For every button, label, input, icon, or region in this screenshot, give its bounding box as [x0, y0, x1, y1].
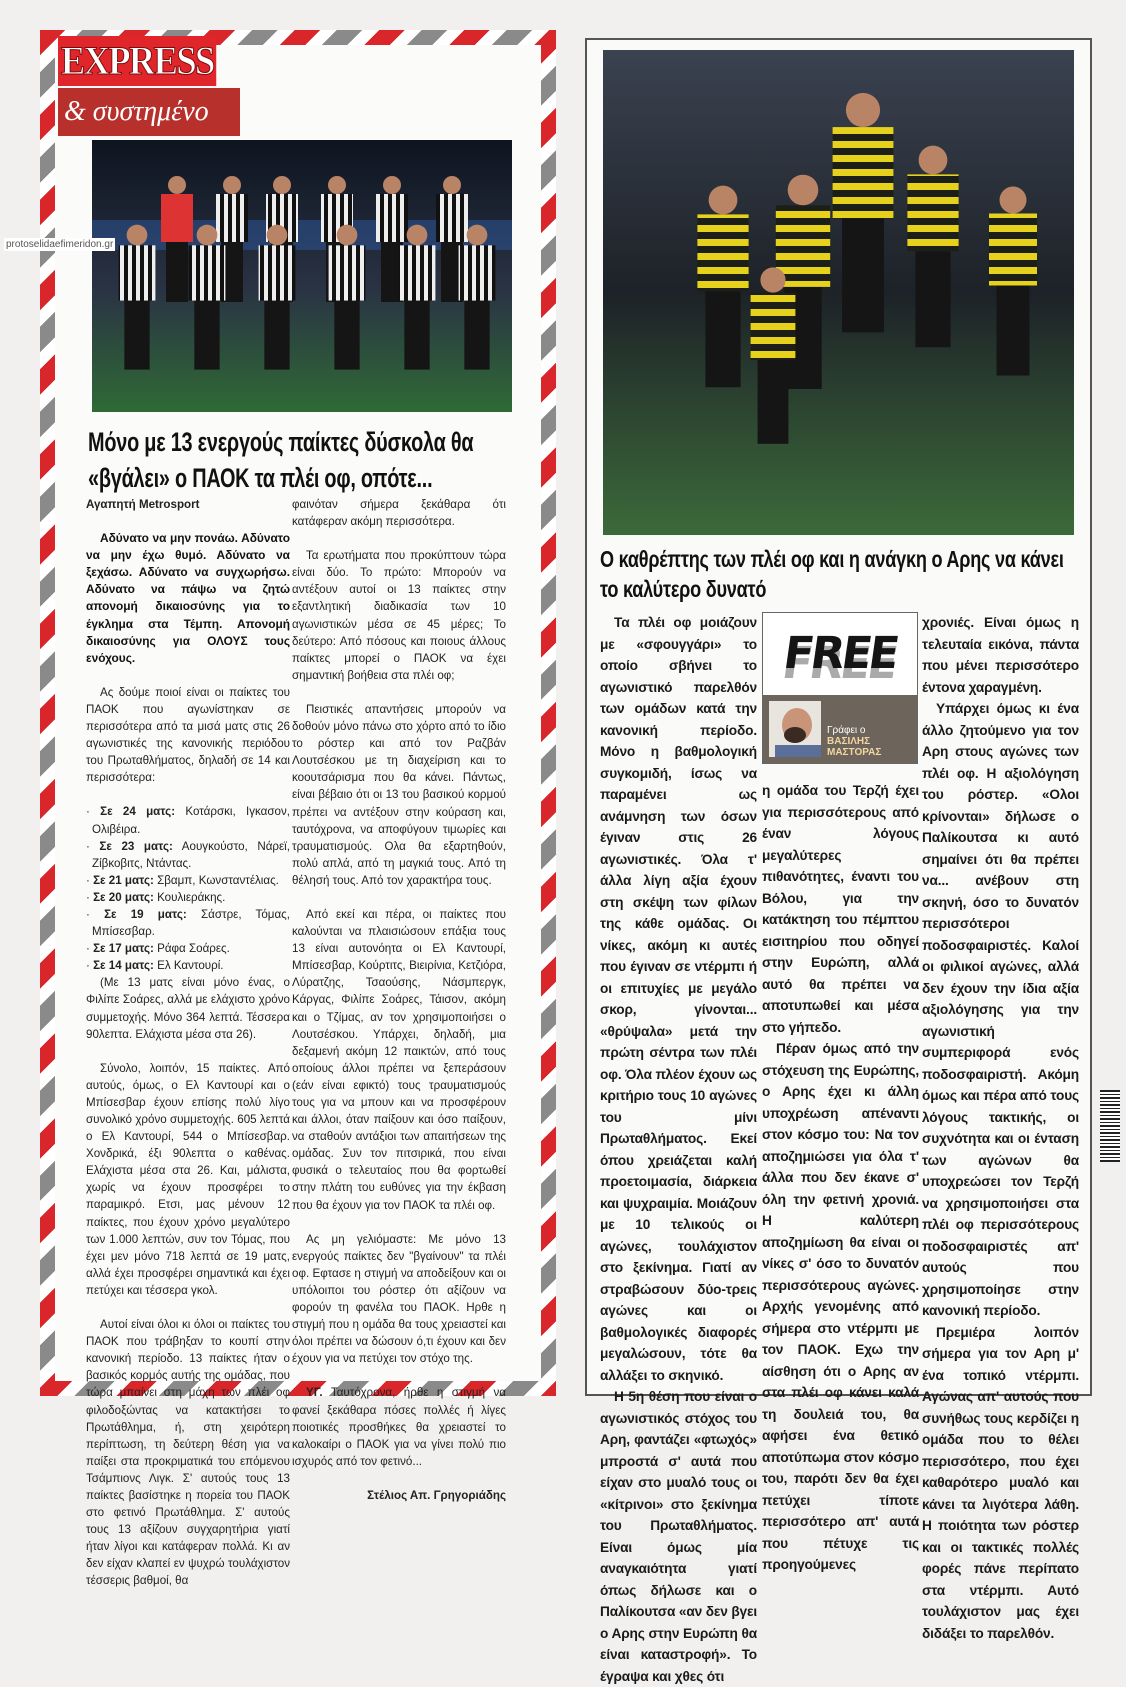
ps-text: Ταυτόχρονα, ήρθε η στιγμή να φανεί ξεκάθαρα πόσες πολλές ή λίγες ποιοτικές προσθήκες θα χρειαστεί το καλοκαίρι ο ΠΑΟΚ για να γίνει πολύ πιο ισχυρός από τον φετινό... — [292, 1386, 506, 1468]
intro-paragraph: Ας δούμε ποιοί είναι οι παίκτες του ΠΑΟΚ που αγωνίστηκαν σε περισσότερα από τα μισά ματς στις 26 αγωνιστικές της κανονικής περιόδου του Πρωταθλήματος, δηλαδή σε 14 και περισσότερα: — [86, 685, 290, 785]
ps-label: ΥΓ. — [306, 1386, 323, 1400]
body-paragraph: Πρεμιέρα λοιπόν σήμερα για τον Αρη μ' ένα τοπικό ντέρμπι. Αγώνας απ' αυτούς που συνήθως τους κερδίζει η ομάδα που το θέλει περισσότερο, που έχει καθαρότερο μυαλό και κάνει τα λιγότερα λάθη. Η ποιότητα των ρόστερ και οι τακτικές πολλές φορές πάνε περίπατο στα ντέρμπι. Αυτό τουλάχιστον μας έχει διδάξει το παρελθόν. — [922, 1324, 1079, 1641]
body-paragraph: Ας μη γελιόμαστε: Με μόνο 13 ενεργούς παίκτες δεν "βγαίνουν" τα πλέι οφ. Εφτασε η στιγμή να αποδείξουν και οι υπόλοιποι του ρόστερ ότι αξίζουν να φορούν τη φανέλα του ΠΑΟΚ. Ηρθε η στιγμή που η ομάδα θα τους χρειαστεί και όλοι πρέπει να δώσουν ό,τι έχουν και δεν έχουν για να πετύχει τον στόχο της. — [292, 1232, 506, 1366]
matches-label: Σε 24 ματς: — [100, 805, 176, 819]
player-names: Σάστρε, Τόμας, Μπίσεσβαρ. — [92, 907, 290, 939]
body-paragraph: φαινόταν σήμερα ξεκάθαρα ότι κατάφεραν ακόμη περισσότερα. — [292, 498, 506, 529]
aris-celebration-photo — [603, 50, 1074, 535]
players-list-item — [86, 906, 290, 940]
body-paragraph: χρονιές. Είναι όμως η τελευταία εικόνα, πάντα που μένει περισσότερο έντονα χαραγμένη. — [922, 615, 1079, 695]
body-paragraph: Από εκεί και πέρα, οι παίκτες που καλούνται να πλαισιώσουν επάξια τους 13 είναι αυτονόητα οι Ελ Καντουρί, Μπίσεσβαρ, Κούρτιτς, Βιειρίνια, Κετζιόρα, Λύρατζης, Τσαούσης, Νάσμπεργκ, Κάργας, Φιλίπε Σοάρες, Τάισον, ακόμη και ο Τζίμας, αν τον χρησιμοποιήσει ο Λουτσέσκου. Υπάρχει, δηλαδή, μια δεξαμενή ακόμη 12 παικτών, από τους οποίους άλλοι πρέπει να ξεπεράσουν (εάν είναι εφικτό) τους τραυματισμούς τους για να μπουν και να προσφέρουν και άλλοι, όταν παίξουν και όσο παίξουν, να σταθούν αντάξιοι των απαιτήσεων της ομάδας. Συν τον πιτσιρικά, που είναι φυσικά ο τελευταίος που θα φορτωθεί στην πλάτη του ευθύνες για την έκβαση που θα έχουν για τον ΠΑΟΚ τα πλέι οφ. — [292, 907, 506, 1212]
matches-label: Σε 21 ματς: — [93, 873, 154, 887]
author-signature: Στέλιος Απ. Γρηγοριάδης — [367, 1488, 506, 1502]
body-paragraph: η ομάδα του Τερζή έχει για περισσότερους από έναν λόγους μεγαλύτερες πιθανότητες, έναντι του Βόλου, για την κατάκτηση του πέμπτου εισιτηρίου που οδηγεί στην Ευρώπη, αλλά αυτό θα πρέπει να αποτυπωθεί και μέσα στο γήπεδο. — [762, 783, 919, 1035]
body-paragraph: Η 5η θέση που είναι ο αγωνιστικός στόχος του Αρη, φαντάζει «φτωχός» μπροστά σ' αυτά που είχαν στο μυαλό τους οι «κίτρινοι» στο ξεκίνημα του Πρωταθλήματος. Είναι όμως μία αναγκαιότητα γιατί όπως δήλωσε και ο Παλίκουτσα «αν δεν βγει ο Αρης στην Ευρώπη θα είναι καταστροφή». Το έγραψα και χθες ότι — [600, 1389, 757, 1684]
player-names: Ράφα Σοάρες. — [157, 942, 230, 956]
matches-label: Σε 17 ματς: — [93, 942, 154, 956]
player-names: Κοτάρσκι, Ιγκασον, Ολιβέιρα. — [92, 805, 290, 836]
section-logo-subtitle: & συστημένο — [58, 88, 240, 136]
matches-label: Σε 19 ματς: — [104, 907, 187, 921]
players-list-item — [86, 803, 290, 837]
left-headline: Μόνο με 13 ενεργούς παίκτες δύσκολα θα «βγάλει» ο ΠΑΟΚ τα πλέι οφ, οπότε... — [88, 427, 474, 493]
paok-team-photo — [92, 140, 512, 412]
author-last-name: ΜΑΣΤΟΡΑΣ — [827, 747, 882, 758]
right-column-3 — [922, 612, 1079, 1644]
author-first-name: ΒΑΣΙΛΗΣ — [827, 736, 871, 747]
body-paragraph: Πειστικές απαντήσεις μπορούν να δοθούν μόνο πάνω στο χόρτο από το ίδιο το ρόστερ και από τον Ραζβάν Λουτσέσκου με τη διαχείριση και το κοουτσάρισμα που θα κάνει. Πάντως, είναι βέβαιο ότι οι 13 του βασικού κορμού πρέπει να αντέξουν στην κούραση και, ταυτόχρονα, να αποφύγουν τιμωρίες και τραυματισμούς. Ολα θα εξαρτηθούν, πολύ απλά, από τη μαγκιά τους. Από τη θέλησή τους. Από τον χαρακτήρα τους. — [292, 702, 506, 887]
postscript — [292, 1384, 506, 1469]
players-list-item — [86, 838, 290, 872]
free-column-logo: FREE — [780, 628, 900, 679]
players-list-item — [86, 872, 290, 889]
right-headline: Ο καθρέπτης των πλέι οφ και η ανάγκη ο Αρης να κάνει το καλύτερο δυνατό — [600, 546, 1064, 602]
players-list — [86, 803, 290, 974]
body-paragraph: Σύνολο, λοιπόν, 15 παίκτες. Από αυτούς, όμως, ο Ελ Καντουρί και ο Μπίσεσβαρ έχουν επίσης πολύ λίγο συνολικό χρόνο συμμετοχής. 605 λεπτά ο Ελ Καντουρί, 544 ο Μπίσεσβαρ. Χονδρικά, έξι 90λεπτα ο καθένας. Ελάχιστα μέσα στα 26. Και, μάλιστα, χωρίς να έχουν προσφέρει το παραμικρό. Ετσι, μας μένουν 12 παίκτες, που έχουν χρόνο μεγαλύτερο των 1.000 λεπτών, συν τον Τόμας, που έχει μεν μόνο 718 λεπτά σε 19 ματς, αλλά έχει προσφέρει σημαντικά και έχει πετύχει και τέσσερα γκολ. — [86, 1061, 290, 1297]
matches-label: Σε 14 ματς: — [93, 959, 154, 973]
player-names: Αουγκούστο, Νάρεϊ, Ζίβκοβιτς, Ντάντας. — [92, 839, 290, 870]
players-list-item — [86, 957, 290, 974]
list-note: (Με 13 ματς είναι μόνο ένας, ο Φιλίπε Σοάρες, αλλά με ελάχιστο χρόνο συμμετοχής. Μόνο 364 λεπτά. Τέσσερα 90λεπτα. Ελάχιστα μέσα στα 26). — [86, 976, 290, 1041]
body-paragraph: Τα πλέι οφ μοιάζουν με «σφουγγάρι» το οποίο σβήνει το αγωνιστικό παρελθόν των ομάδων κατά την κανονική περίοδο. Μόνο η βαθμολογική συγκομιδή, ίσως να παραμένει ως ανάμνηση των όσων έγιναν στις 26 αγωνιστικές. Όλα τ' άλλα λίγη αξία έχουν στη σκέψη των φίλων της κάθε ομάδας. Οι νίκες, ακόμη κι αυτές που έγιναν σε ντέρμπι ή οι επιτυχίες με μεγάλο σκορ, γίνονται... «θρύψαλα» μετά την πρώτη σέντρα των πλέι οφ. Όλα πλέον έχουν ως κριτήριο τους 10 αγώνες του μίνι Πρωταθλήματος. Εκεί όπου χρειάζεται καλή προετοιμασία, διάρκεια και ψυχραιμία. Μοιάζουν με 10 τελικούς οι αγώνες, τουλάχιστον στο ξεκίνημα. Γιατί αν στραβώσουν δύο-τρεις αγώνες και οι βαθμολογικές διαφορές μεγαλώσουν, τότε θα αλλάξει το σκηνικό. — [600, 615, 757, 1383]
body-paragraph: Τα ερωτήματα που προκύπτουν τώρα είναι δύο. Το πρώτο: Μπορούν να αντέξουν αυτοί οι 13 παίκτες στην εξαντλητική διαδικασία των 10 αγωνιστικών μέσα σε 45 μέρες; Το δεύτερο: Από πόσους και ποιους άλλους παίκτες μπορεί ο ΠΑΟΚ να έχει σημαντική βοήθεια στα πλέι οφ; — [292, 549, 506, 682]
player-names: Ελ Καντουρί. — [157, 959, 224, 973]
byline — [827, 725, 881, 758]
left-column-1 — [86, 496, 290, 1607]
watermark: protoselidaefimeridon.gr — [6, 239, 114, 250]
right-column-1 — [600, 612, 757, 1687]
section-logo-express: EXPRESS — [58, 36, 216, 86]
matches-label: Σε 20 ματς: — [93, 890, 154, 904]
print-registration-marks — [1100, 1090, 1120, 1162]
players-list-item — [86, 940, 290, 957]
body-paragraph: Αυτοί είναι όλοι κι όλοι οι παίκτες του ΠΑΟΚ που τράβηξαν το κουπί στην κανονική περίοδο. 13 παίκτες ήταν ο βασικός κορμός αυτής της ομάδας, που τώρα μπαίνει στη μάχη των πλέι οφ φιλοδοξώντας να κατακτήσει το Πρωτάθλημα, ή, στη χειρότερη περίπτωση, τη δεύτερη θέση για να παίξει στα προκριματικά του επόμενου Τσάμπιονς Λιγκ. Σ' αυτούς τους 13 παίκτες βασίστηκε η πορεία του ΠΑΟΚ στο φετινό Πρωτάθλημα. Σ' αυτούς τους 13 αξίζουν συγχαρητήρια γιατί ήταν λίγοι και κατάφεραν πολλά. Κι αν δεν είχαν κλαπεί εν ψυχρώ τουλάχιστον τέσσερις βαθμοί, θα — [86, 1318, 290, 1588]
column-signature-box — [762, 612, 918, 764]
matches-label: Σε 23 ματς: — [99, 839, 173, 853]
left-column-2 — [292, 496, 506, 1521]
right-column-2 — [762, 780, 919, 1576]
player-names: Κουλιεράκης. — [157, 890, 226, 904]
players-list-item — [86, 889, 290, 906]
lead-paragraph: Αδύνατο να μην πονάω. Αδύνατο να μην έχω θυμό. Αδύνατο να ξεχάσω. Αδύνατο να συγχωρήσω. Αδύνατο να πάψω να ζητώ απονομή δικαιοσύνης για το έγκλημα στα Τέμπη. Απονομή δικαιοσύνης για ΟΛΟΥΣ τους ενόχους. — [86, 531, 290, 665]
byline-prefix: Γράφει ο — [827, 725, 866, 736]
body-paragraph: Πέραν όμως από την στόχευση της Ευρώπης, ο Αρης έχει κι άλλη υποχρέωση απέναντι στον κόσμο του: Να τον αποζημιώσει για όλα τ' άλλα που δεν έκανε σ' όλη την φετινή χρονιά. Η καλύτερη αποζημίωση θα είναι οι νίκες σ' όσο το δυνατόν περισσότερους αγώνες. Αρχής γενομένης από σήμερα στο ντέρμπι με τον ΠΑΟΚ. Εχω την αίσθηση ότι ο Αρης αν στα πλέι οφ κάνει καλά τη δουλειά του, θα αφήσει ένα θετικό αποτύπωμα στον κόσμο του, παρότι δεν θα έχει πετύχει τίποτε περισσότερο απ' αυτά που πέτυχε τις προηγούμενες — [762, 1041, 919, 1572]
body-paragraph: Υπάρχει όμως κι ένα άλλο ζητούμενο για τον Αρη στους αγώνες των πλέι οφ. Η αξιολόγηση του ρόστερ. «Ολοι κρίνονται» δήλωσε ο Παλίκουτσα κι αυτό σημαίνει ότι θα πρέπει να... ανέβουν στη σκηνή, όσο το δυνατόν περισσότεροι ποδοσφαιριστές. Καλοί οι φιλικοί αγώνες, αλλά δεν έχουν την ίδια αξία αξιολόγησης για την αγωνιστική συμπεριφορά ενός ποδοσφαιριστή. Ακόμη όμως και πέρα από τους λόγους τακτικής, οι συχνότητα και οι ένταση των αγώνων θα υποχρεώσει τον Τερζή να χρησιμοποιήσει στα πλέι οφ περισσότερους ποδοσφαιριστές απ' αυτούς που χρησιμοποίησε στην κανονική περίοδο. — [922, 701, 1079, 1318]
author-photo — [769, 701, 821, 757]
player-names: Σβαμπ, Κωνσταντέλιας. — [157, 873, 279, 887]
salutation: Αγαπητή Metrosport — [86, 498, 200, 511]
